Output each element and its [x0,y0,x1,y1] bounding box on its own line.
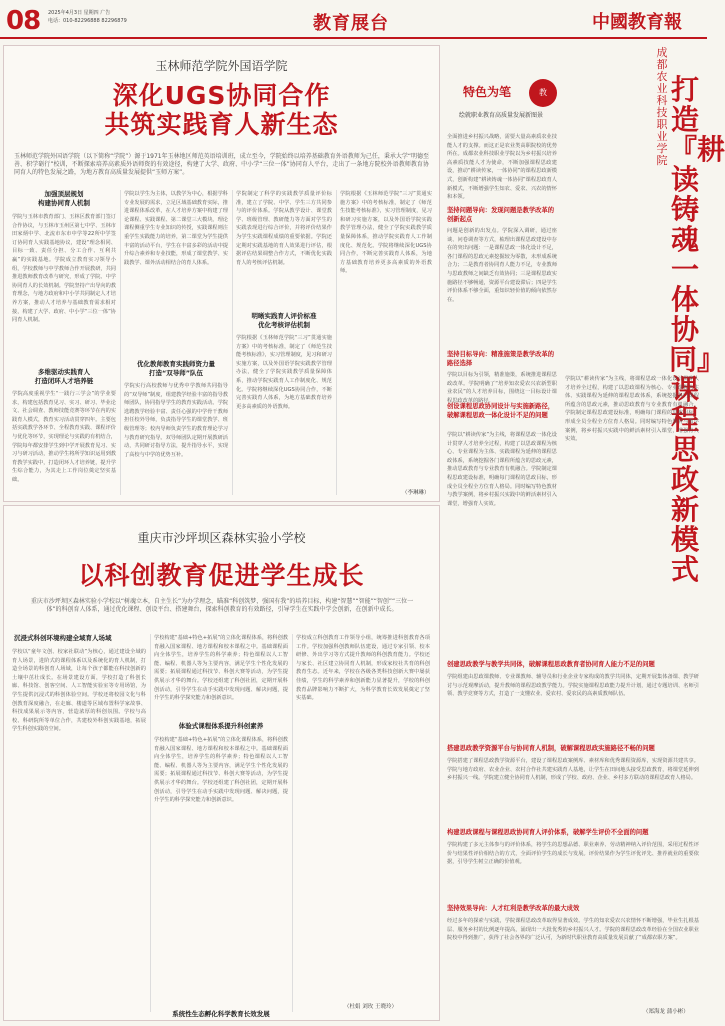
article-school-name: 重庆市沙坪坝区森林实验小学校 [137,531,306,545]
subheading-6: 构建思政课程与课程思政协同育人评价体系，破解学生评价不全面的问题 [447,829,649,836]
article-headline: 以科创教育促进学生成长 [78,561,365,590]
subheading-3 [124,360,228,378]
subheading-2: 体验式课程体系提升科创素养 [178,722,264,730]
subheading-line: 构建协同育人机制 [38,199,90,207]
subheading-2: 坚持目标导向：精准施策是教学改革的路径选择 [447,351,555,367]
body-text: 经过多年的探索与实践，学院课程思政改革取得显著成效。学生的知农爱农兴农情怀不断增强，毕业生扎根基层、服务乡村的比例逐年提高，涌现出一大批优秀的乡村振兴人才。学院的课程思政改革经验在全国农业职业院校中得到推广，获得了社会各界的广泛认可，为新时代职业教育高质量发展贡献了“成都农职方案”。 [447,918,699,942]
contact-phone: 电话：010-82296888 82296879 [48,18,127,24]
article-lead: 玉林师范学院外国语学院（以下简称“学院”）源于1971年玉林地区师范英语培训班，成立至今，学院始终以培养基础教育外语教师为己任，秉承大学“明德至善、积学砺行”校训，不断探索培养高素质外语师资的有效途径，构建了大学、政府、中小学“三位一体”协同育人平台，走出了一条地方院校外语教师教育协同育人的特色发展之路，为地方教育高质量发展提供“玉师方案”。 [14,153,429,176]
subheading-4: 创建思政教学与教学共同体，破解课程思政教育者协同育人能力不足的问题 [447,661,655,668]
subheading-line: 打造“双导师”队伍 [148,369,204,377]
header-divider [0,37,707,39]
author-signoff: （李琳琳） [402,490,430,496]
article-lead: 重庆市沙坪坝区森林实验小学校以“树魂立本，自主生长”为办学理念，瞄准“科创筑梦，强国有我”的培养目标，构建“智慧”“智能”“智创”“三位一体”的科创育人体系，通过优化课程、创设平台、搭建舞台，探索科创教育的有效路径，引导学生在实践中学会创新，在创新中成长。 [30,598,414,613]
column-divider [292,634,293,1012]
body-text: 学院与玉林市教育部门、玉林区教育部门签订合作协议，与玉林市玉州区第七中学、玉林市田家炳中学、北流市东市中学等22所中学签订协同育人实践基地协议，建设“理念相同、目标一致、责任分担、分工合作、互利共赢”的实践基地。学院成立教育实习领导小组，学校教师与中学教师合作开展教研，共同推进教师教育改革与研究，形成了学院、中学协同育人的长效机制。学院坚持产出导向的教育理念，与地方政府和中小学共同制定人才培养方案，推动人才培养与基础教育需求相对接，构建了大学、政府、中小学“三位一体”协同育人机制。 [12,214,116,324]
subheading-1: 沉浸式科创环境构建全域育人场域 [14,634,112,642]
badge-title: 特色为笔 [463,85,512,99]
article-yulin [3,45,440,502]
body-text: 学院根据《玉林师范学院“三习”贯通实施方案》中的考核标准，制定了《师范生技能考核标准》，实习管理制度，见习和研习实施方案，以及外国语学院实践教学管理办法，健全了学院实践教学质量保障体系，推动学院实践育人工作制度化、规范化。学院将继续深化UGS协同合作，不断完善实践育人体系，为地方基础教育培养更多高素质的外语教师。 [236,335,332,410]
subheading-4 [236,312,332,330]
subheading-line: 加强顶层规划 [44,190,84,198]
body-text: 学院以学生为主体，以教学为中心，根据学科专业发展的需求，立足区域基础教育实际，推进课程体系改革，在人才培养方案中构建了理论课程、实践课程、第二课堂三大模块。理论课程侧重学生专业知识的传授，实践课程则注重学生实践能力的培养，第二课堂为学生提供丰富的活动平台，学生在丰富多彩的活动中提升综合素养和专业技能，形成了课堂教学、实践教学、课外活动相结合的育人体系。 [124,191,228,266]
author-signoff: （杜娟 刘玫 王晓玲） [344,1004,397,1010]
body-text: 学院以“耕读传家”为主线，将课程思政一体化设计贯穿人才培养全过程，构建了以思政课程为核心、专业课程为主体、实践课程为延伸的课程思政体系，系统挖掘各门课程所蕴含的思政元素，推动思政教育与专业教育有机融合。学院制定课程思政建设标准，明确每门课程的思政目标，形成全员全程全方位育人格局。同时编写特色教材与教学案例，将乡村振兴实践中的鲜活素材引入课堂，增强育人实效。 [447,432,557,507]
page-number: 08 [6,6,41,36]
body-text: 学院以“耕读传家”为主线，将课程思政一体化设计贯穿人才培养全过程，构建了以思政课程为核心、专业课程为主体、实践课程为延伸的课程思政体系，系统挖掘各门课程所蕴含的思政元素，推动思政教育与专业教育有机融合。学院制定课程思政建设标准，明确每门课程的思政目标，形成全员全程全方位育人格局。同时编写特色教材与教学案例，将乡村振兴实践中的鲜活素材引入课堂，增强育人实效。 [565,376,699,443]
subheading-7: 坚持效果导向：人才红利是教学改革的最大成效 [447,905,580,912]
body-text: 学校以“童年文创、校家社联动”为核心，通过建设全域的育人场景，进阶式的课程体系以及系统化的育人机制，打造全场景的科创育人场域，让每个孩子都能在科技创新的土壤中茁壮成长。在场景建设方面，学校打造了科创长廊、科技馆、创客空间、人工智能实验室等专用场馆，为学生提供沉浸式的科创体验空间。学校还将校园文化与科创教育深度融合，在走廊、楼道等区域布置科学家故事、科技成果展示等内容，营造浓厚的科创氛围。学校与高校、科研院所等单位合作，共建校外科创实践基地，拓展学生科创实践的空间。 [12,649,146,733]
body-text: 问题是创新的出发点。学院深入调研，通过座谈、问卷调查等方式，梳理出课程思政建设中存在的突出问题：一是课程思政一体化设计不足，各门课程的思政元素挖掘较为零散，未形成系统合力；二是教育者协同育人能力不足，专业教师与思政教师之间缺乏有效协同；三是课程思政实施路径不够畅通，资源平台建设滞后；四是学生评价体系不够全面，重知识轻价值的倾向依然存在。 [447,228,557,303]
body-text: 学院搭建了课程思政教学资源平台，建设了课程思政案例库、素材库和优秀课程资源库，实现资源共建共享。学院与地方政府、农业企业、农村合作社共建实践育人基地，让学生在田间地头接受思政教育，将课堂延伸到乡村振兴一线。学院建立健全协同育人机制，形成了学校、政府、企业、乡村多方联动的课程思政育人格局。 [447,758,699,782]
body-text: 学院根据《玉林师范学院“三习”贯通实施方案》中的考核标准，制定了《师范生技能考核标准》，实习管理制度，见习和研习实施方案，以及外国语学院实践教学管理办法，健全了学院实践教学质量保障体系，推动学院实践育人工作制度化、规范化。学院将继续深化UGS协同合作，不断完善实践育人体系，为地方基础教育培养更多高素质的外语教师。 [340,191,432,275]
body-text: 学校成立科创教育工作领导小组，统筹推进科创教育各项工作。学校加强科创教师队伍建设，通过专家引领、校本研修、外出学习等方式提升教师的科创教育能力。学校还与家长、社区建立协同育人机制，形成家校社共育的科创教育生态。近年来，学校在各级各类科技创新大赛中屡获佳绩，学生的科学素养和创新能力显著提升，学校的科创教育品牌影响力不断扩大，为科学教育长效发展奠定了坚实基础。 [296,635,430,702]
subheading-line: 打造闭环人才培养链 [34,377,94,385]
body-text: 全面推进乡村振兴战略，需要大量高素质农业技能人才的支撑。而这正是农业类高职院校的优势所在。成都农业科技职业学院以为乡村振兴培养高素质技能人才为使命，不断加强课程思政建设，推动“耕读传家，一体协同”的课程思政新模式，创新构建“耕读铸魂一体协同”课程思政育人新模式，不断增强学生知农、爱农、兴农的情怀和本领。 [447,134,557,201]
column-divider [120,190,121,495]
body-text: 学院组建由思政课教师、专业课教师、辅导员和行业企业专家构成的教学共同体，定期开展集体备课、教学研讨与示范观摩活动，提升教师的课程思政教学能力。学院实施课程思政能力提升计划，通过专题培训、名师引领、教学竞赛等方式，打造了一支懂农业、爱农村、爱农民的高素质教师队伍。 [447,674,699,698]
column-divider [150,634,151,1012]
headline-line-1: 深化UGS协同合作 [112,81,331,110]
subheading-line: 明晰实践育人评价标准 [251,312,317,320]
subheading-line: 优化考核评估机制 [258,321,310,329]
section-title: 教育展台 [313,13,389,34]
subheading-2 [14,368,114,386]
author-signoff: （郑海龙 蒲小彬） [643,1009,689,1015]
badge-emblem-icon: 教 [529,79,557,107]
body-text: 学院高度重视学生“一践行三学会”的学业要求，构建包括教育见习、实习、研习、毕业论文、社会调查、教师技能竞赛等环节在内的实践育人模式，教育实习活动贯穿四年。主要包括实践教学各环节、全程教育实践、课程评价与优化等环节，实现理论与实践的有机结合，学院每年都安排学生到中学开展教育见习、实习与研习活动，推动学生将所学知识运用到教育教学实践中，打造闭环人才培养链，提升学生综合能力，为其走上工作岗位奠定坚实基础。 [12,391,116,483]
newspaper-logo: 中國教育報 [592,12,682,33]
article-headline [4,81,439,139]
body-text: 学校构建“基础+特色+拓展”的立体化课程体系，将科创教育融入国家课程、地方课程和校本课程之中。基础课程面向全体学生，培养学生的科学素养；特色课程以人工智能、编程、机器人等为主要内容，满足学生个性化发展的需要；拓展课程通过科技节、科创大赛等活动，为学生提供展示才华的舞台。学校还组建了科创社团，定期开展科创活动，引导学生在动手实践中发现问题、解决问题，提升学生的科学探究能力和创新意识。 [154,635,288,702]
body-text: 学院构建了多元主体参与的评价体系，将学生的思想品德、职业素养、劳动精神纳入评价范围，采用过程性评价与结果性评价相结合的方式，全面评价学生的成长与发展。评价结果作为学生评优评先、推荐就业的重要依据，引导学生树立正确的价值观。 [447,842,699,866]
body-text: 学院制定了科学的实践教学质量评价标准，建立了学院、中学、学生三方共同参与的评价体系。学院从教学设计、课堂教学、班级管理、教研能力等方面对学生的实践表现进行综合评价，并将评价结果作为学生实践课程成绩的重要依据。学院还定期对实践基地的育人效果进行评估，根据评估结果调整合作方式，不断优化实践育人的考核评估机制。 [236,191,332,266]
body-text: 学校构建“基础+特色+拓展”的立体化课程体系，将科创教育融入国家课程、地方课程和校本课程之中。基础课程面向全体学生，培养学生的科学素养；特色课程以人工智能、编程、机器人等为主要内容，满足学生个性化发展的需要；拓展课程通过科技节、科创大赛等活动，为学生提供展示才华的舞台。学校还组建了科创社团，定期开展科创活动，引导学生在动手实践中发现问题、解决问题，提升学生的科学探究能力和创新意识。 [154,737,288,804]
badge-subtitle: 绘就职业教育高质量发展新图景 [459,112,544,119]
subheading-1: 坚持问题导向：发现问题是教学改革的创新起点 [447,207,555,223]
article-school-name: 玉林师范学院外国语学院 [155,59,288,73]
article-chengdu [443,45,725,1019]
vertical-school-name: 成都农业科技职业学院 [656,46,668,167]
subheading-1 [14,190,114,208]
page-header [0,0,707,40]
vertical-headline: 打造『耕读铸魂 一体协同』课程思政新模式 [669,73,725,586]
article-senlin [3,505,440,1021]
subheading-3: 系统性生态孵化科学教育长效发展 [172,1010,270,1018]
body-text: 学院实行高校教师与优秀中学教师共同指导的“双导师”制度，组建教学经验丰富的指导教师团队，协同指导学生的教育实践活动。学院选聘教学经验丰富、责任心强的中学骨干教师担任校外导师，负责指导学生的课堂教学、班级管理等；校内导师负责学生的教育理论学习与教育研究指导。双导师团队定期开展教研活动，共同研讨指导方法，提升指导水平，实现了高校与中学的优势互补。 [124,383,228,458]
headline-line-2: 共筑实践育人新生态 [104,110,339,139]
subheading-5: 搭建思政教学资源平台与协同育人机制，破解课程思政实施路径不畅的问题 [447,745,655,752]
feature-badge [453,77,565,127]
column-divider [232,190,233,495]
body-text: 学院以目标为引领，精准施策，系统推进课程思政改革。学院明确了“培养知农爱农兴农新型职业农民”的人才培养目标，围绕这一目标设计课程思政改革的路径。 [447,372,557,404]
subheading-3: 创设课程思政协同设计与实施新路径，破解课程思政一体化设计不足的问题 [447,403,555,419]
subheading-line: 优化教师教育实践师资力量 [137,360,215,368]
issue-date: 2025年4月3日 星期四 广告 [48,10,111,16]
column-divider [336,190,337,495]
subheading-line: 多维驱动实践育人 [38,368,90,376]
